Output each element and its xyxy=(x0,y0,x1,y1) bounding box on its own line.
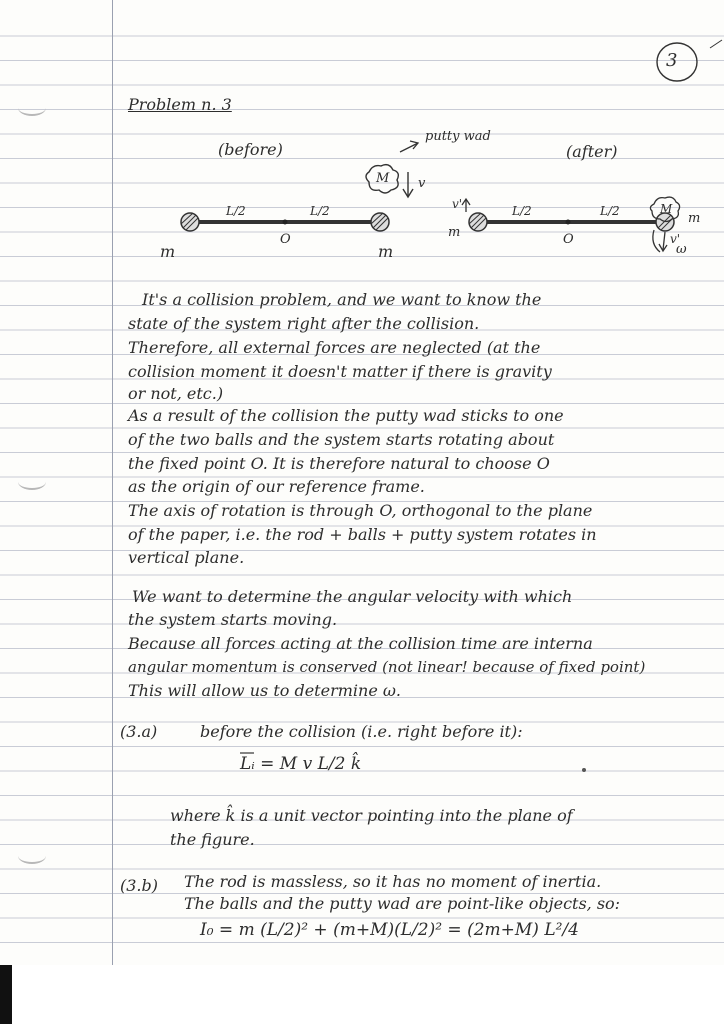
text-line: The rod is massless, so it has no moment of inertia. xyxy=(184,872,602,891)
equation-moment-of-inertia: I₀ = m (L/2)² + (m+M)(L/2)² = (2m+M) L²/4 xyxy=(200,920,579,940)
text-line: state of the system right after the collision. xyxy=(128,314,480,333)
label-m-left-after: m xyxy=(448,225,461,240)
label-half-length: L/2 xyxy=(226,204,246,218)
text-line: Therefore, all external forces are neglected (at the xyxy=(128,338,541,357)
text-line: vertical plane. xyxy=(128,548,245,567)
label-v1-right: v' xyxy=(670,232,681,246)
text-line: Because all forces acting at the collision time are interna xyxy=(128,634,593,653)
text-line: the fixed point O. It is therefore natural to choose O xyxy=(128,454,550,473)
label-half-length: L/2 xyxy=(512,204,532,218)
after-label: (after) xyxy=(566,142,618,161)
label-v1-left: v' xyxy=(452,197,463,211)
text-line: as the origin of our reference frame. xyxy=(128,477,425,496)
label-M-before: M xyxy=(376,171,390,186)
part-a-text: before the collision (i.e. right before it): xyxy=(200,722,523,741)
pivot-before xyxy=(283,220,288,225)
problem-title: Problem n. 3 xyxy=(128,95,232,114)
label-half-length: L/2 xyxy=(600,204,620,218)
pivot-after xyxy=(566,220,571,225)
text-line: As a result of the collision the putty wad sticks to one xyxy=(128,406,564,425)
label-v: v xyxy=(418,176,426,191)
label-m-right-before: m xyxy=(378,242,394,261)
page-number: 3 xyxy=(666,50,678,71)
text-line: The axis of rotation is through O, orthogonal to the plane xyxy=(128,501,593,520)
label-m-right-after: m xyxy=(688,211,701,226)
putty-pointer-arrow xyxy=(400,143,418,152)
equation-angular-momentum: Lᵢ = M v L/2 k̂ xyxy=(240,754,362,774)
text-line: the system starts moving. xyxy=(128,610,338,629)
text-line: It's a collision problem, and we want to know the xyxy=(142,290,542,309)
text-line: This will allow us to determine ω. xyxy=(128,681,401,700)
text-line: We want to determine the angular velocity with which xyxy=(132,587,573,606)
scan-edge xyxy=(0,965,12,1024)
text-line: the figure. xyxy=(170,830,255,849)
part-a-label: (3.a) xyxy=(120,722,158,741)
label-origin-after: O xyxy=(563,232,574,247)
label-half-length: L/2 xyxy=(310,204,330,218)
text-line: The balls and the putty wad are point-like objects, so: xyxy=(184,894,621,913)
text-line: where k̂ is a unit vector pointing into the plane of xyxy=(170,806,573,825)
text-line: or not, etc.) xyxy=(128,384,224,403)
label-omega: ω xyxy=(676,242,687,257)
text-line: angular momentum is conserved (not linear! because of fixed point) xyxy=(128,658,646,676)
putty-wad-label: putty wad xyxy=(425,129,491,144)
before-label: (before) xyxy=(218,140,283,159)
text-line: of the two balls and the system starts rotating about xyxy=(128,430,555,449)
part-b-label: (3.b) xyxy=(120,876,158,895)
text-line: collision moment it doesn't matter if there is gravity xyxy=(128,362,552,381)
corner-mark xyxy=(710,40,722,48)
page-bottom-margin xyxy=(0,965,724,1024)
label-M-after: M xyxy=(660,202,673,216)
omega-arrow xyxy=(653,230,660,252)
label-origin-before: O xyxy=(280,232,291,247)
label-m-left-before: m xyxy=(160,242,176,261)
text-line: of the paper, i.e. the rod + balls + putty system rotates in xyxy=(128,525,597,544)
